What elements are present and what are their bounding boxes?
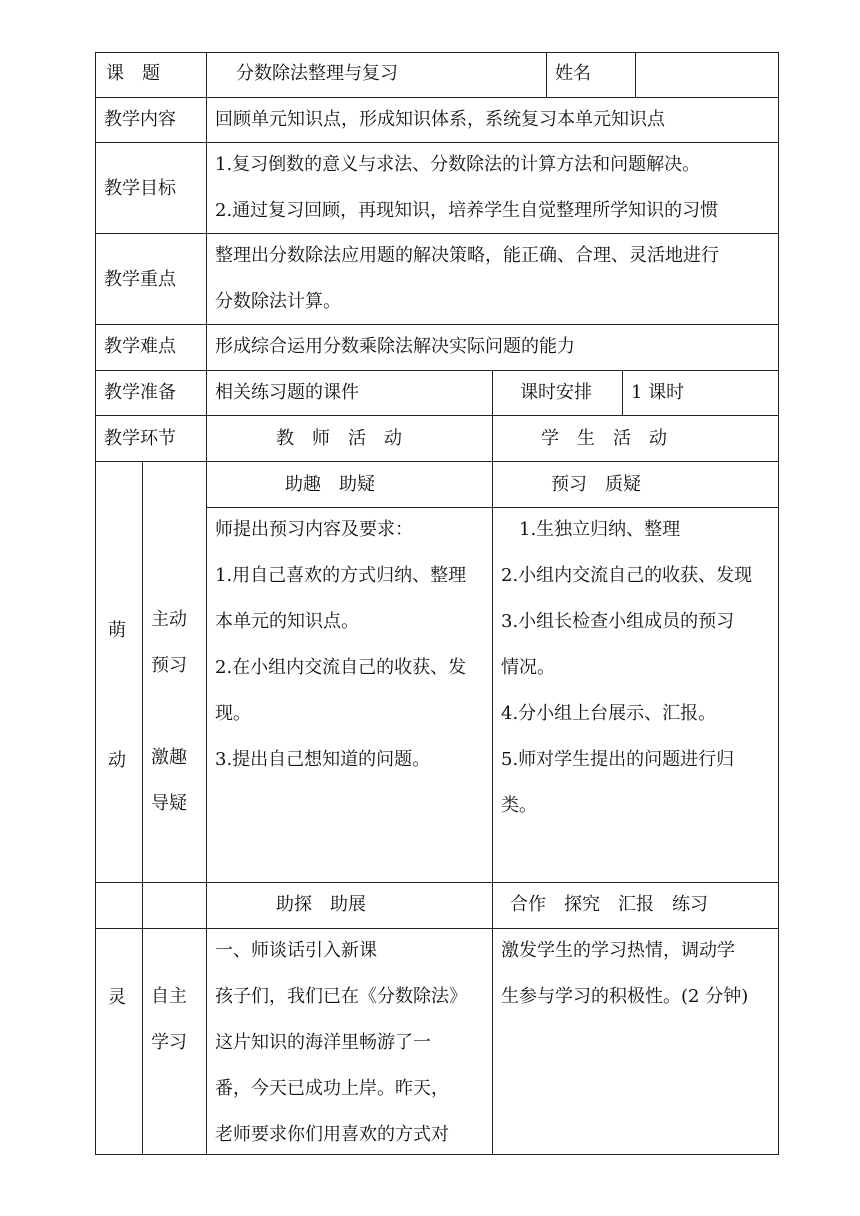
teacher-line: 3.提出自己想知道的问题。 [215, 749, 431, 770]
goals-text [215, 142, 718, 234]
teacher-line: 师提出预习内容及要求： [215, 519, 413, 540]
section2-teacher-heading: 助探 助展 [276, 894, 366, 915]
section2-substage [151, 974, 187, 1066]
teacher-line: 本单元的知识点。 [215, 611, 359, 632]
goal-line: 2.通过复习回顾，再现知识，培养学生自觉整理所学知识的习惯 [215, 200, 719, 221]
row-rule [95, 415, 779, 416]
teacher-line: 2.在小组内交流自己的收获、发 [215, 657, 467, 678]
section1-substage [151, 597, 187, 827]
col-rule [778, 52, 779, 1155]
section1-teacher-text [215, 507, 466, 783]
substage-line: 预习 [151, 655, 187, 676]
substage-line: 激趣 [151, 747, 187, 768]
student-activity-heading: 学 生 活 动 [541, 428, 667, 449]
section2-student-heading: 合作 探究 汇报 练习 [510, 894, 708, 915]
teacher-line: 番，今天已成功上岸。昨天， [215, 1078, 449, 1099]
substage-line: 自主 [151, 986, 187, 1007]
section1-stage-char: 萌 [108, 620, 126, 641]
name-field[interactable] [645, 63, 770, 85]
col-rule [95, 52, 96, 1155]
row-rule [95, 370, 779, 371]
student-line: 情况。 [501, 657, 555, 678]
substage-line: 主动 [151, 609, 187, 630]
col-rule [142, 461, 143, 1155]
teacher-line: 老师要求你们用喜欢的方式对 [215, 1124, 449, 1145]
teacher-line: 1.用自己喜欢的方式归纳、整理 [215, 565, 467, 586]
keypoint-line: 分数除法计算。 [215, 291, 341, 312]
name-label: 姓名 [555, 63, 591, 84]
keypoints-text [215, 233, 719, 325]
student-line: 激发学生的学习热情，调动学 [501, 940, 735, 961]
difficulty-label: 教学难点 [104, 336, 176, 357]
keypoint-line: 整理出分数除法应用题的解决策略，能正确、合理、灵活地进行 [215, 245, 719, 266]
student-line: 生参与学习的积极性。(2 分钟) [501, 986, 749, 1007]
teacher-line: 这片知识的海洋里畅游了一 [215, 1032, 431, 1053]
row-rule [95, 97, 779, 98]
col-rule [546, 52, 547, 98]
topic-label: 课 题 [106, 63, 160, 84]
col-rule [206, 52, 207, 1155]
section1-student-text [501, 507, 752, 829]
student-line: 1.生独立归纳、整理 [501, 519, 681, 540]
row-rule [95, 882, 779, 883]
section2-stage-char: 灵 [108, 987, 126, 1008]
prep-label: 教学准备 [104, 382, 176, 403]
goals-label: 教学目标 [104, 178, 176, 199]
difficulty-value: 形成综合运用分数乘除法解决实际问题的能力 [215, 336, 575, 357]
col-rule [492, 370, 493, 1155]
prep-value: 相关练习题的课件 [215, 382, 359, 403]
keypoints-label: 教学重点 [104, 269, 176, 290]
section1-teacher-heading: 助趣 助疑 [285, 474, 375, 495]
student-line: 2.小组内交流自己的收获、发现 [501, 565, 753, 586]
content-value: 回顾单元知识点，形成知识体系，系统复习本单元知识点 [215, 109, 665, 130]
schedule-label: 课时安排 [520, 382, 592, 403]
col-rule [622, 370, 623, 416]
goal-line: 1.复习倒数的意义与求法、分数除法的计算方法和问题解决。 [215, 154, 701, 175]
section1-student-heading: 预习 质疑 [551, 474, 641, 495]
col-rule [635, 52, 636, 98]
row-rule [95, 461, 779, 462]
student-line: 3.小组长检查小组成员的预习 [501, 611, 735, 632]
teacher-line: 孩子们，我们已在《分数除法》 [215, 986, 467, 1007]
stages-label: 教学环节 [104, 428, 176, 449]
topic-value: 分数除法整理与复习 [236, 63, 398, 84]
substage-line [151, 689, 187, 735]
student-line: 类。 [501, 795, 537, 816]
section1-stage-char: 动 [108, 750, 126, 771]
content-label: 教学内容 [104, 109, 176, 130]
section2-student-text [501, 928, 748, 1020]
teacher-line: 一、师谈话引入新课 [215, 940, 377, 961]
student-line: 5.师对学生提出的问题进行归 [501, 749, 735, 770]
substage-line: 导疑 [151, 793, 187, 814]
substage-line: 学习 [151, 1032, 187, 1053]
teacher-line: 现。 [215, 703, 251, 724]
section2-teacher-text [215, 928, 467, 1158]
student-line: 4.分小组上台展示、汇报。 [501, 703, 717, 724]
row-rule [95, 52, 779, 53]
schedule-value: 1 课时 [631, 382, 685, 403]
teacher-activity-heading: 教 师 活 动 [276, 428, 402, 449]
